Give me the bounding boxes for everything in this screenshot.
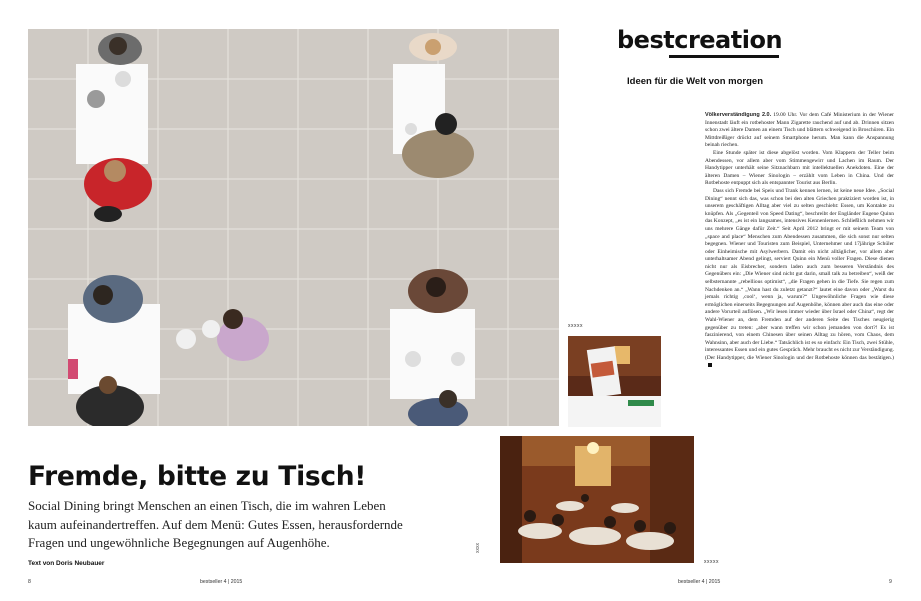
- paragraph-text: Dass sich Fremde bei Speis und Trank kennen lernen, ist keine neue Idee. „Social Dining“ nennt sich das, was schon bei den alten Griechen praktiziert worden ist, in unserem geschäftigen Alltag aber viel zu selten geschieht: Essen, um Kontakte zu knüpfen. Als „Gegenteil von Speed Dating“, beschreibt der Engländer Eugene Quinn das Konzept, „es ist ein langsames, intensives Kennenlernen. Schließlich nehmen wir uns mehrere Gänge dafür Zeit.“ Seit April 2012 bringt er mit seinem Team von „space and place“ Menschen zum Abendessen zusammen, die sich sonst nur selten begegnen. Wiener und Touristen zum Beispiel, Unternehmer und 17jährige Schüler oder Einheimische mit Asylwerbern. Damit ein nicht alltäglicher, vor allem aber unterhaltsamer Abend gelingt, serviert Quinn ein Menü voller Fragen. Diese dienen nicht nur als Eisbrecher, sondern laden auch zum besseren Verständnis des Gegenübers ein: „Die Wiener sind nicht gut darin, small talk zu betreiben“, weiß der selbsternannte „rebellious optimist“, „die Fragen gehen in die Tiefe. Sie regen zum Nachdenken an.“ „Wann hast du zuletzt getanzt?“ lautet eine davon oder „Warst du jemals richtig ‚cool‘, wenn ja, warum?“ Ungewöhnliche Fragen wie diese ermöglichen einerseits Begegnungen auf Augenhöhe, können aber auch das eine oder andere Vorurteil auflösen. „Wir lesen immer wieder über Israel oder China“, regt der Wahl-Wiener an, dem Fremden auf der anderen Seite des Tisches neugierig gegenüber zu treten: „aber wann treffen wir schon jemanden von dort?! Es ist faszinierend, von einem Chinesen über seinen Alltag zu hören, vom Chaos, dem Wahnsinn, aber auch der Liebe.“ Tatsächlich ist es so einfach: Ein Tisch, zwei Stühle, interessantes Essen und ein gutes Gespräch. Mehr braucht es nicht zur Verständigung. (Der Handytipper, die Wiener Sinologin und der Rotbehoste können das bestätigen.): [705, 187, 894, 361]
- event-sign-photo: [568, 336, 661, 427]
- vertical-caption: xxxx: [475, 543, 481, 553]
- restaurant-illustration: [500, 436, 694, 563]
- paragraph-text: 19.00 Uhr. Vor dem Café Ministerium in der Wiener Innenstadt läuft ein rotbehoster Mann Zigarette rauchend auf und ab. Drinnen sitzen schon zwei ältere Damen an einem Tisch und blättern schweigend in Broschüren. Ein Mittdreißiger drückt auf seinem Smartphone herum. Man kann die Anspannung beinah riechen.: [705, 112, 894, 149]
- page-number-right: 9: [889, 579, 892, 585]
- photo3-caption: xxxxx: [704, 559, 719, 565]
- photo2-caption: xxxxx: [568, 323, 583, 329]
- folio-left: bestseller 4 | 2015: [200, 579, 243, 585]
- end-mark: [708, 363, 712, 367]
- section-tagline: Ideen für die Welt von morgen: [627, 76, 764, 87]
- hero-illustration: [28, 29, 559, 426]
- page-number-left: 8: [28, 579, 31, 585]
- paragraph-lead: Völkerverständigung 2.0.: [705, 112, 772, 118]
- paragraph-text: Eine Stunde später ist diese abgelöst worden. Vom Klappern der Teller beim Abendessen, vor allem aber vom Stimmengewirr und Lachen im Raum. Der Handytipper unterhält seine Sitznachbarn mit intellektuellen Anekdoten. Eine der älteren Damen – Wiener Sinologin – erzählt vom Leben in China. Und der Rotbehoste entpuppt sich als entspannter Tourist aus Berlin.: [705, 149, 894, 187]
- logo-underline: [669, 55, 779, 58]
- author-byline: Text von Doris Neubauer: [28, 560, 105, 567]
- logo-part-creation: creation: [674, 26, 783, 54]
- article-intro: Social Dining bringt Menschen an einen Tisch, die im wahren Leben kaum aufeinandertreffen. Auf dem Menü: Gutes Essen, herausfordernde Fragen und ungewöhnliche Begegnungen auf Augenhöhe.: [28, 498, 403, 551]
- body-paragraph: [705, 188, 894, 370]
- body-paragraph: [705, 112, 894, 150]
- article-headline: Fremde, bitte zu Tisch!: [28, 461, 367, 492]
- body-paragraph: [705, 150, 894, 188]
- logo-part-best: best: [617, 26, 675, 54]
- folio-right: bestseller 4 | 2015: [678, 579, 721, 585]
- restaurant-interior-photo: [500, 436, 694, 563]
- hero-photo-overhead-dining: [28, 29, 559, 426]
- article-body: [705, 112, 894, 370]
- event-sign-illustration: [568, 336, 661, 427]
- section-logo: [617, 26, 782, 54]
